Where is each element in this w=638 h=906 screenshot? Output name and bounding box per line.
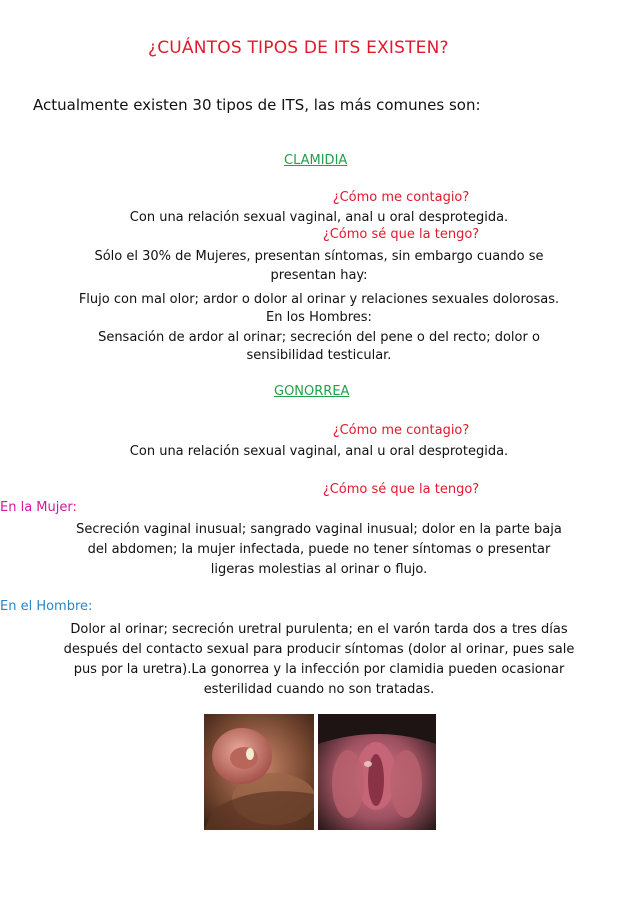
clamidia-heading-text: CLAMIDIA [284, 153, 348, 168]
clinical-photo-female [318, 714, 436, 830]
gonorrea-woman-label: En la Mujer: [0, 500, 77, 515]
gonorrea-man-label: En el Hombre: [0, 599, 93, 614]
page-title: ¿CUÁNTOS TIPOS DE ITS EXISTEN? [148, 38, 449, 58]
clamidia-q2: ¿Cómo sé que la tengo? [322, 227, 480, 242]
clamidia-q1: ¿Cómo me contagio? [332, 190, 470, 205]
clamidia-a2-line3: Flujo con mal olor; ardor o dolor al orinar y relaciones sexuales dolorosas. [78, 292, 560, 307]
gonorrea-a1: Con una relación sexual vaginal, anal u oral desprotegida. [129, 444, 509, 459]
gonorrea-heading [274, 380, 349, 399]
clamidia-a2-line1: Sólo el 30% de Mujeres, presentan síntomas, sin embargo cuando se [94, 249, 544, 264]
clinical-photo-male [204, 714, 314, 830]
gonorrea-man-line4: esterilidad cuando no son tratadas. [203, 682, 435, 697]
clamidia-men-label: En los Hombres: [266, 310, 372, 325]
clamidia-men-line1: Sensación de ardor al orinar; secreción del pene o del recto; dolor o [98, 330, 540, 345]
gonorrea-woman-line1: Secreción vaginal inusual; sangrado vaginal inusual; dolor en la parte baja [76, 522, 562, 537]
clamidia-a2-line2: presentan hay: [270, 268, 368, 283]
clamidia-men-line2: sensibilidad testicular. [246, 348, 392, 363]
gonorrea-q1: ¿Cómo me contagio? [332, 423, 470, 438]
clamidia-heading [284, 149, 347, 168]
clamidia-a1: Con una relación sexual vaginal, anal u oral desprotegida. [129, 210, 509, 225]
gonorrea-woman-line2: del abdomen; la mujer infectada, puede no tener síntomas o presentar [87, 542, 551, 557]
intro-text: Actualmente existen 30 tipos de ITS, las más comunes son: [33, 96, 481, 114]
gonorrea-q2: ¿Cómo sé que la tengo? [322, 482, 480, 497]
gonorrea-woman-line3: ligeras molestias al orinar o flujo. [210, 562, 428, 577]
gonorrea-man-line3: pus por la uretra).La gonorrea y la infección por clamidia pueden ocasionar [73, 662, 565, 677]
gonorrea-man-line2: después del contacto sexual para producir síntomas (dolor al orinar, pues sale [63, 642, 575, 657]
gonorrea-heading-text: GONORREA [274, 384, 350, 399]
gonorrea-man-line1: Dolor al orinar; secreción uretral purulenta; en el varón tarda dos a tres días [70, 622, 568, 637]
